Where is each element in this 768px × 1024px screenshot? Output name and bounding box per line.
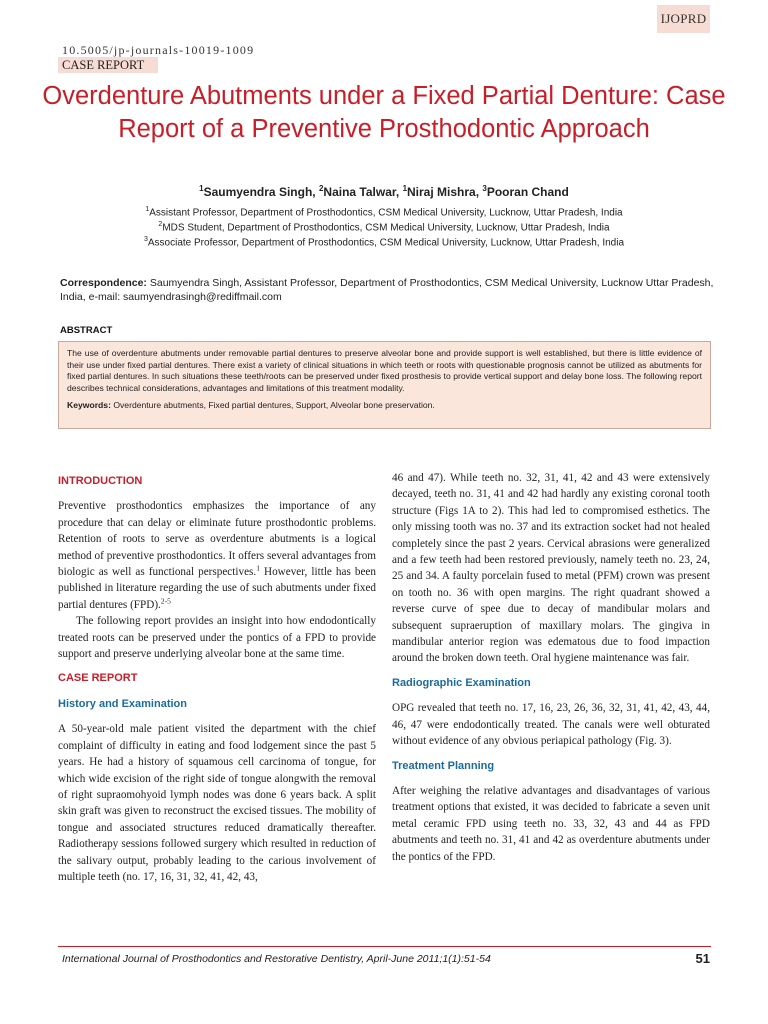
affiliation-text: Assistant Professor, Department of Prosthodontics, CSM Medical University, Lucknow, Uttar Pradesh, India bbox=[149, 207, 623, 219]
author-sup: 1 bbox=[199, 184, 204, 193]
affiliation-2 bbox=[0, 221, 768, 233]
affiliation-3 bbox=[0, 236, 768, 248]
radiographic-heading: Radiographic Examination bbox=[392, 676, 531, 689]
history-paragraph-continued: 46 and 47). While teeth no. 32, 31, 41, 42 and 43 were extensively decayed, teeth no. 31, 41 and 42 had hardly any existing coronal tooth structure (Figs 1A to 2). This had led to compromised esthetics. The only missing tooth was no. 37 and its extraction socket had not healed completely since the past 2 years. Cervical abrasions were generalized and a few teeth had been restored previously, namely teeth no. 23, 24, 25 and 34. A faulty porcelain fused to metal (PFM) crown was present on tooth no. 36 with open margins. The right quadrant showed a reverse curve of spee due to decay of mandibular molars and subsequent supraeruption of maxillary molars. The gingiva in mandibular anterior region was edematous due to food impaction around the broken down teeth. Oral hygiene maintenance was fair. bbox=[392, 472, 710, 665]
affiliation-sup: 3 bbox=[143, 236, 148, 243]
author-name: Pooran Chand bbox=[486, 185, 569, 199]
affiliation-text: MDS Student, Department of Prosthodontics, CSM Medical University, Lucknow, Uttar Pradesh, India bbox=[162, 222, 610, 234]
right-column bbox=[392, 470, 710, 873]
keywords-label: Keywords: bbox=[67, 400, 111, 411]
correspondence-text: Saumyendra Singh, Assistant Professor, Department of Prosthodontics, CSM Medical University, Lucknow Uttar Pradesh, India, e-mail: saumyendrasingh@rediffmail.com bbox=[60, 277, 714, 303]
author-sup: 2 bbox=[318, 184, 324, 193]
author-name: Naina Talwar bbox=[323, 185, 396, 199]
keywords-text: Overdenture abutments, Fixed partial dentures, Support, Alveolar bone preservation. bbox=[113, 400, 435, 411]
abstract-box bbox=[58, 341, 711, 429]
author-sup: 3 bbox=[482, 184, 487, 193]
radiographic-paragraph: OPG revealed that teeth no. 17, 16, 23, 26, 36, 32, 31, 41, 42, 43, 44, 46, 47 were endodontically treated. The canals were well obturated without evidence of any obvious periapical pathology (Fig. 3). bbox=[392, 702, 710, 748]
footer-divider bbox=[58, 946, 711, 947]
intro-paragraph-2: The following report provides an insight into how endodontically treated roots can be preserved under the pontics of a FPD to provide support and preserve underlying alveolar bone at the same time. bbox=[58, 615, 376, 661]
intro-text: Preventive prosthodontics emphasizes the importance of any procedure that can delay or eliminate future prosthodontic problems. Retention of roots to serve as overdenture abutments is a logical method of preventive prosthodontics. It offers several advantages from biologic as well as functional perspectives. bbox=[58, 500, 376, 579]
affiliation-1 bbox=[0, 206, 768, 218]
keywords bbox=[67, 400, 702, 412]
affiliation-sup: 2 bbox=[158, 221, 163, 228]
abstract-text: The use of overdenture abutments under removable partial dentures to preserve alveolar bone and provide support is well established, but there is little evidence of their use under fixed partial dentures. There exist a variety of clinical situations in which teeth or roots with questionable prognosis cannot be utilized as abutments for fixed partial dentures. In such situations these teeth/roots can be preserved under fixed prosthesis to provide vertical support and delay bone loss. The following report describes technical considerations, advantages and limitations of this treatment modality. bbox=[67, 348, 702, 393]
abstract-heading: ABSTRACT bbox=[60, 325, 113, 336]
correspondence bbox=[60, 276, 715, 304]
affiliation-sup: 1 bbox=[145, 206, 150, 213]
treatment-paragraph: After weighing the relative advantages and disadvantages of various treatment options that existed, it was decided to fabricate a seven unit metal ceramic FPD using teeth no. 33, 32, 43 and 44 as FPD abutments and teeth no. 31, 41 and 42 as overdenture abutments under the pontics of the FPD. bbox=[392, 784, 710, 863]
left-column bbox=[58, 470, 376, 893]
intro-paragraph-1 bbox=[58, 498, 376, 613]
author-name: Saumyendra Singh bbox=[203, 185, 313, 199]
case-report-heading: CASE REPORT bbox=[58, 672, 138, 685]
article-type-label: CASE REPORT bbox=[58, 57, 158, 73]
author-list: $^1$Saumyendra Singh, $^2$Naina Talwar, $^1$Niraj Mishra, $^3$Pooran Chand bbox=[199, 184, 569, 199]
citation-ref: 1 bbox=[256, 563, 260, 573]
author-name: Niraj Mishra bbox=[407, 185, 476, 199]
affiliation-text: Associate Professor, Department of Prosthodontics, CSM Medical University, Lucknow, Uttar Pradesh, India bbox=[147, 237, 625, 249]
citation-ref: 2-5 bbox=[160, 596, 171, 606]
author-sup: 1 bbox=[402, 184, 408, 193]
journal-tag: IJOPRD bbox=[657, 5, 710, 33]
introduction-heading: INTRODUCTION bbox=[58, 475, 143, 487]
footer-citation: International Journal of Prosthodontics and Restorative Dentistry, April-June 2011;1(1):51-54 bbox=[62, 953, 491, 965]
treatment-planning-heading: Treatment Planning bbox=[392, 759, 495, 772]
history-heading: History and Examination bbox=[58, 697, 187, 710]
correspondence-label: Correspondence: bbox=[60, 277, 147, 289]
page-number: 51 bbox=[695, 951, 710, 966]
intro-text-cont: However, little has been published in literature regarding the use of such abutments under fixed partial dentures (FPD). bbox=[58, 566, 376, 611]
doi: 10.5005/jp-journals-10019-1009 bbox=[62, 43, 255, 57]
article-title: Overdenture Abutments under a Fixed Partial Denture: Case Report of a Preventive Prosthodontic Approach bbox=[42, 82, 726, 143]
history-paragraph: A 50-year-old male patient visited the department with the chief complaint of difficulty in eating and food lodgement since the past 5 years. He had a history of squamous cell carcinoma of tongue, for which wide excision of the right side of tongue alongwith the removal of right supraomohyoid lymph nodes was done 6 years back. A split skin graft was given to reconstruct the excised tissues. The mobility of tongue and associated structures reduced dramatically thereafter. Radiotherapy sessions followed surgery which resulted in reduction of the salivary output, probably leading to the carious involvement of multiple teeth (no. 17, 16, 31, 32, 41, 42, 43, bbox=[58, 723, 376, 883]
